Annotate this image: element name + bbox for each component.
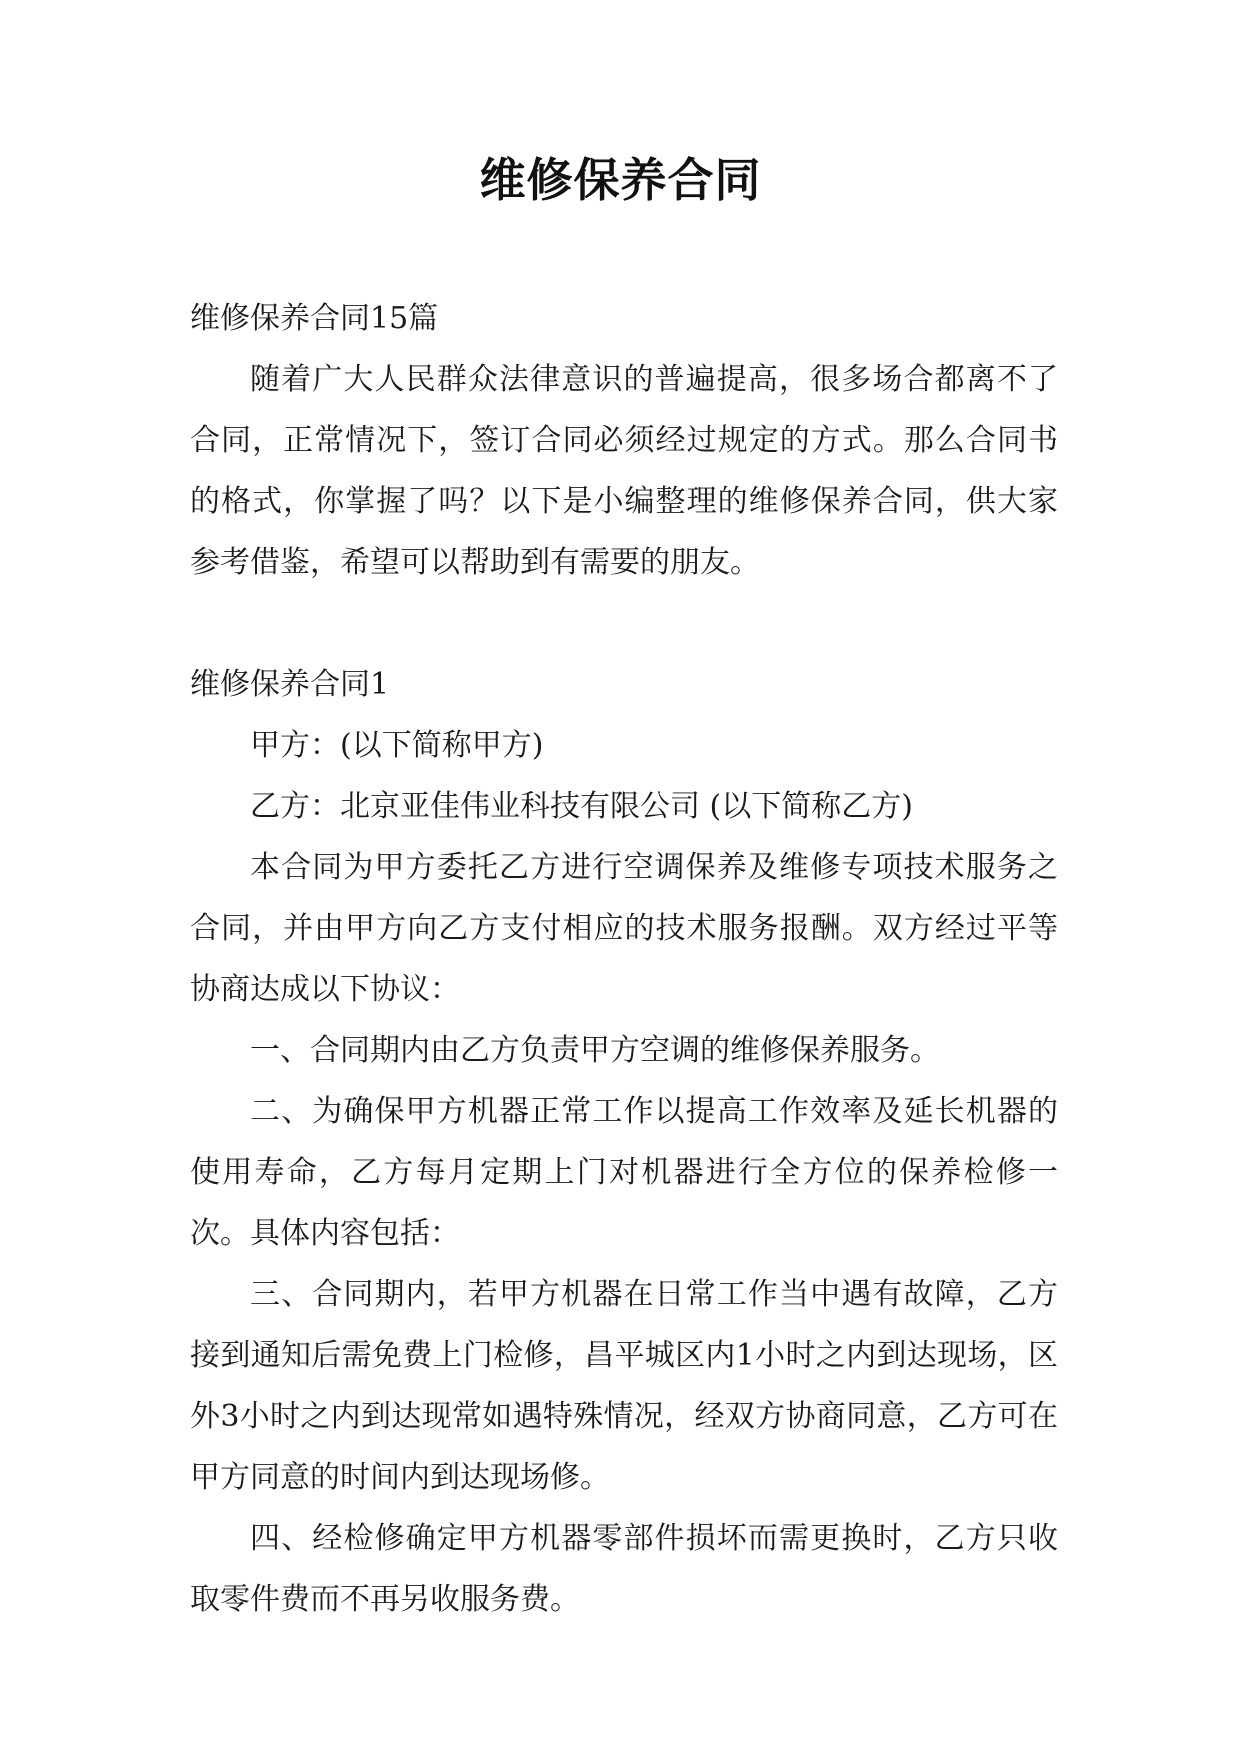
clause-paragraph: 二、为确保甲方机器正常工作以提高工作效率及延长机器的使用寿命，乙方每月定期上门对机器进行全方位的保养检修一次。具体内容包括： [190,1094,1058,1251]
contract-paragraph: 本合同为甲方委托乙方进行空调保养及维修专项技术服务之合同，并由甲方向乙方支付相应的技术服务报酬。双方经过平等协商达成以下协议： [190,850,1058,1007]
document-subtitle: 维修保养合同15篇 [190,301,439,336]
clause-paragraph: 三、合同期内，若甲方机器在日常工作当中遇有故障，乙方接到通知后需免费上门检修，昌平城区内1小时之内到达现场，区外3小时之内到达现常如遇特殊情况，经双方协商同意，乙方可在甲方同意的时间内到达现场修。 [190,1277,1058,1495]
party-a-line: 甲方：(以下简称甲方) [250,728,544,763]
party-b-line: 乙方：北京亚佳伟业科技有限公司 (以下简称乙方) [250,789,913,824]
clause-paragraph: 四、经检修确定甲方机器零部件损坏而需更换时，乙方只收取零件费而不再另收服务费。 [190,1521,1058,1617]
clause-paragraph: 一、合同期内由乙方负责甲方空调的维修保养服务。 [250,1033,940,1068]
intro-paragraph: 随着广大人民群众法律意识的普遍提高，很多场合都离不了合同，正常情况下，签订合同必须经过规定的方式。那么合同书的格式，你掌握了吗？以下是小编整理的维修保养合同，供大家参考借鉴，希望可以帮助到有需要的朋友。 [190,362,1058,580]
document-body [190,288,1058,1630]
section-heading: 维修保养合同1 [190,667,390,702]
document-title: 维修保养合同 [479,153,762,207]
paragraph-spacer [190,593,1058,654]
